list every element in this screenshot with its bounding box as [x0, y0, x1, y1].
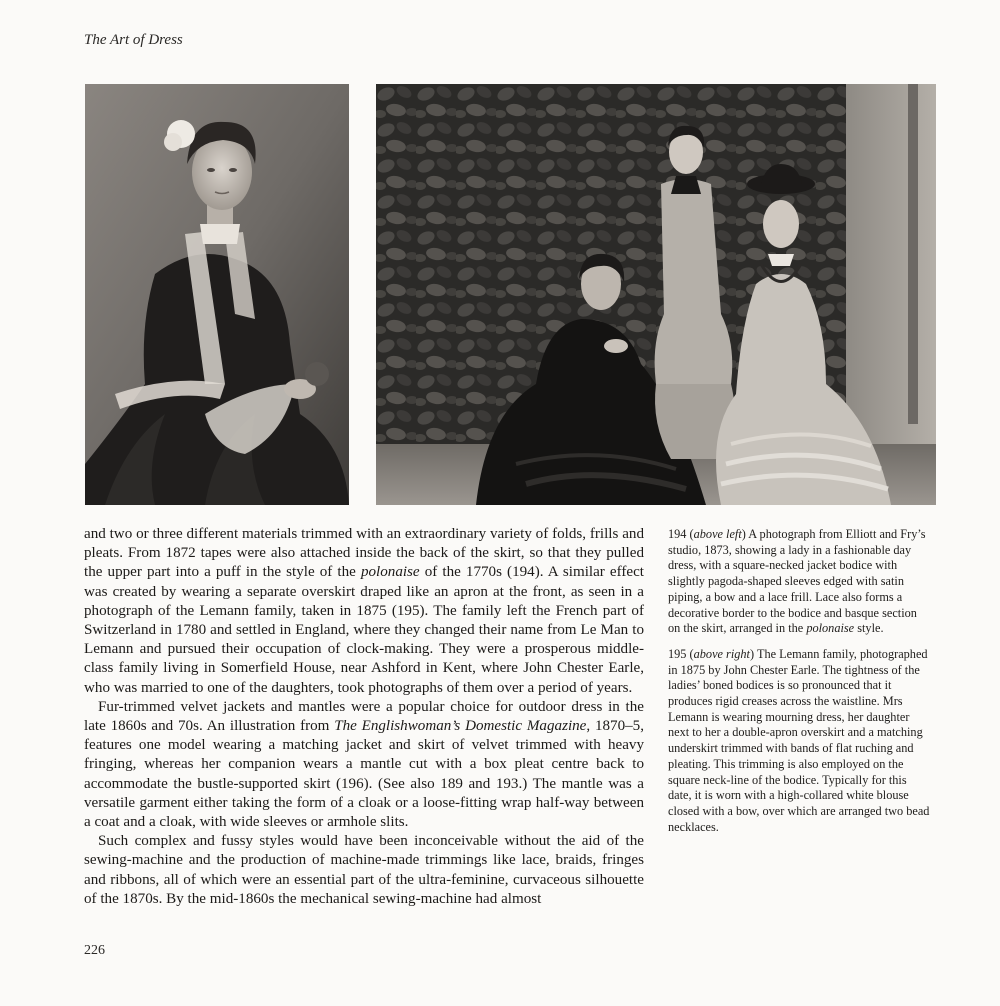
body-paragraph-1: and two or three different materials trimmed with an extraordinary variety of folds, frills and pleats. From 1872 tapes were also attached inside the back of the skirt, so that they pulled the upper part into a puff in the style of the polonaise of the 1770s (194). A similar effect was created by wearing a separate overskirt draped like an apron at the front, as seen in a photograph of the Lemann family, taken in 1875 (195). The family left the French part of Switzerland in 1780 and settled in England, where they changed their name from Le Man to Lemann and pursued their occupation of clock-making. They were a prosperous middle-class family living in Somerfield House, near Ashford in Kent, where John Chester Earle, who was married to one of the daughters, took photographs of them over a period of years. [84, 526, 644, 696]
captions-column [668, 527, 930, 845]
photo-lemann-family-image [376, 84, 936, 505]
caption-194: 194 (above left) A photograph from Elliott and Fry’s studio, 1873, showing a lady in a fashionable day dress, with a square-necked jacket bodice with slightly pagoda-shaped sleeves edged with satin piping, a bow and a lace frill. Lace also forms a decorative border to the bodice and basque section on the skirt, arranged in the polonaise style. [668, 527, 926, 636]
photo-lemann-family [376, 84, 936, 505]
body-paragraph-2: Fur-trimmed velvet jackets and mantles were a popular choice for outdoor dress in the late 1860s and 70s. An illustration from The Englishwoman’s Domestic Magazine, 1870–5, features one model wearing a matching jacket and skirt of velvet trimmed with heavy fringing, whereas her companion wears a mantle cut with a box pleat centre back to accommodate the bustle-supported skirt (196). (See also 189 and 193.) The mantle was a versatile garment either taking the form of a cloak or a loose-fitting wrap half-way between a coat and a cloak, with wide sleeves or armhole slits. [84, 698, 644, 831]
photo-seated-lady-image [85, 84, 349, 505]
page-number: 226 [84, 943, 105, 958]
running-head: The Art of Dress [84, 32, 183, 48]
photo-seated-lady [85, 84, 349, 505]
body-paragraph-3: Such complex and fussy styles would have been inconceivable without the aid of the sewing-machine and the production of machine-made trimmings like lace, braids, fringes and ribbons, all of which were an essential part of the ultra-feminine, curvaceous silhouette of the 1870s. By the mid-1860s the mechanical sewing-machine had almost [84, 833, 644, 907]
caption-195: 195 (above right) The Lemann family, photographed in 1875 by John Chester Earle. The tightness of the ladies’ boned bodices is so pronounced that it produces rigid creases across the waistline. Mrs Lemann is wearing mourning dress, her daughter next to her a double-apron overskirt and a matching underskirt trimmed with bands of flat ruching and pleating. This trimming is also employed on the square neck-line of the bodice. Typically for this date, it is worn with a high-collared white blouse closed with a bow, over which are arranged two bead necklaces. [668, 646, 930, 834]
body-text [84, 525, 644, 909]
